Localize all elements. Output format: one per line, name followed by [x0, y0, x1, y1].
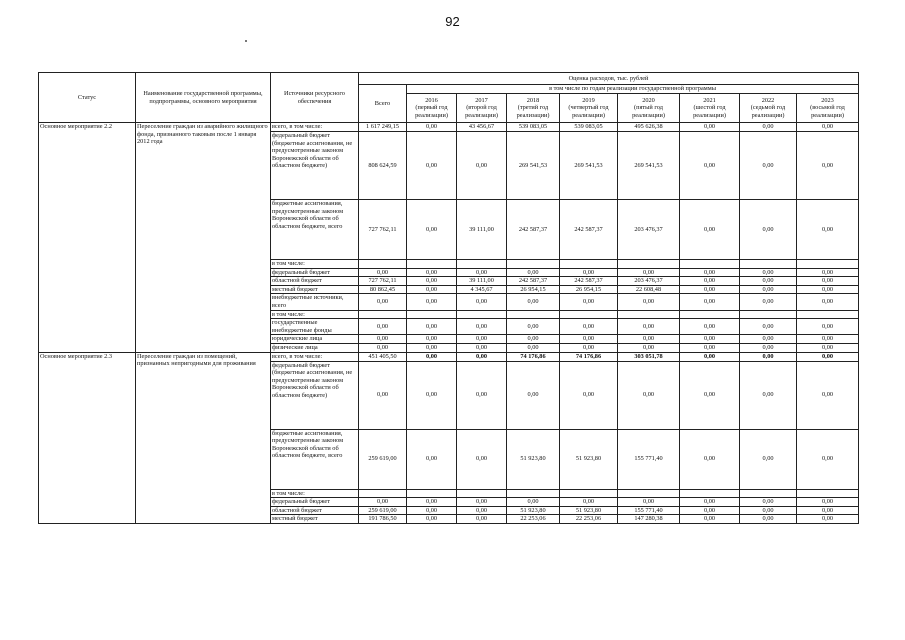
year-value-cell: 0,00 — [618, 294, 680, 310]
year-value-cell: 147 280,38 — [618, 515, 680, 524]
source-cell: физические лица — [271, 343, 359, 352]
year-value-cell: 0,00 — [740, 361, 797, 429]
year-value-cell: 0,00 — [680, 429, 740, 489]
year-value-cell: 0,00 — [797, 361, 859, 429]
total-cell: 0,00 — [359, 294, 407, 310]
year-value-cell — [618, 489, 680, 498]
year-value-cell: 0,00 — [740, 515, 797, 524]
year-value-cell: 74 176,86 — [507, 352, 560, 361]
year-value-cell: 0,00 — [407, 277, 457, 286]
year-value-cell: 0,00 — [560, 319, 618, 335]
year-value-cell — [797, 489, 859, 498]
source-cell: федеральный бюджет (бюджетные ассигнования, не предусмотренные законом Воронежской области об областном бюджете) — [271, 132, 359, 200]
table-row — [39, 123, 859, 132]
year-value-cell: 269 541,53 — [507, 132, 560, 200]
year-value-cell: 0,00 — [680, 123, 740, 132]
year-value-cell — [457, 260, 507, 269]
year-value-cell: 51 923,80 — [560, 506, 618, 515]
source-cell: федеральный бюджет (бюджетные ассигнования, не предусмотренные законом Воронежской области об областном бюджете) — [271, 361, 359, 429]
source-cell: в том числе: — [271, 260, 359, 269]
year-value-cell: 0,00 — [618, 268, 680, 277]
header-status: Статус — [39, 73, 136, 123]
year-value-cell: 0,00 — [560, 294, 618, 310]
year-value-cell: 0,00 — [740, 277, 797, 286]
year-value-cell: 0,00 — [507, 268, 560, 277]
year-value-cell: 0,00 — [560, 498, 618, 507]
total-cell: 0,00 — [359, 335, 407, 344]
year-value-cell: 539 083,05 — [560, 123, 618, 132]
year-value-cell: 0,00 — [680, 285, 740, 294]
year-value-cell — [407, 489, 457, 498]
year-value-cell: 0,00 — [680, 343, 740, 352]
year-value-cell: 0,00 — [740, 294, 797, 310]
header-year-number: 2021 — [703, 96, 716, 104]
source-cell: внебюджетные источники, всего — [271, 294, 359, 310]
year-value-cell: 0,00 — [797, 277, 859, 286]
source-cell: в том числе: — [271, 489, 359, 498]
header-by-years: в том числе по годам реализации государственной программы — [407, 85, 859, 94]
year-value-cell: 0,00 — [407, 132, 457, 200]
year-value-cell — [457, 489, 507, 498]
year-value-cell: 0,00 — [680, 132, 740, 200]
year-value-cell: 51 923,80 — [507, 429, 560, 489]
year-value-cell: 0,00 — [740, 498, 797, 507]
year-value-cell: 0,00 — [407, 319, 457, 335]
header-total: Всего — [359, 85, 407, 123]
year-value-cell: 0,00 — [680, 200, 740, 260]
year-value-cell: 242 587,37 — [507, 200, 560, 260]
year-value-cell: 0,00 — [618, 335, 680, 344]
total-cell: 727 762,11 — [359, 277, 407, 286]
year-value-cell: 0,00 — [407, 506, 457, 515]
year-value-cell: 0,00 — [740, 123, 797, 132]
header-name: Наименование государственной программы, подпрограммы, основного мероприятия — [136, 73, 271, 123]
year-value-cell: 242 587,37 — [560, 200, 618, 260]
year-value-cell — [618, 310, 680, 319]
year-value-cell: 0,00 — [680, 361, 740, 429]
year-value-cell: 51 923,80 — [507, 506, 560, 515]
header-year-label: (первый год реализации) — [415, 104, 448, 119]
year-value-cell: 22 253,06 — [507, 515, 560, 524]
year-value-cell: 0,00 — [457, 361, 507, 429]
year-value-cell: 0,00 — [797, 132, 859, 200]
total-cell — [359, 310, 407, 319]
total-cell: 0,00 — [359, 319, 407, 335]
year-value-cell: 0,00 — [407, 268, 457, 277]
year-value-cell: 0,00 — [680, 268, 740, 277]
total-cell: 259 619,00 — [359, 506, 407, 515]
year-value-cell — [407, 310, 457, 319]
year-value-cell: 0,00 — [797, 515, 859, 524]
year-value-cell: 203 476,37 — [618, 277, 680, 286]
year-value-cell — [680, 489, 740, 498]
header-year — [457, 94, 507, 123]
year-value-cell: 22 608,48 — [618, 285, 680, 294]
year-value-cell: 26 954,15 — [507, 285, 560, 294]
year-value-cell: 0,00 — [507, 294, 560, 310]
year-value-cell: 0,00 — [407, 285, 457, 294]
year-value-cell: 0,00 — [457, 343, 507, 352]
year-value-cell: 0,00 — [457, 132, 507, 200]
source-cell: бюджетные ассигнования, предусмотренные законом Воронежской области об областном бюджете, всего — [271, 200, 359, 260]
total-cell: 451 405,50 — [359, 352, 407, 361]
year-value-cell: 0,00 — [797, 200, 859, 260]
source-cell: местный бюджет — [271, 515, 359, 524]
year-value-cell: 0,00 — [797, 498, 859, 507]
year-value-cell: 0,00 — [680, 515, 740, 524]
header-year-label: (восьмой год реализации) — [810, 104, 845, 119]
year-value-cell: 0,00 — [457, 294, 507, 310]
year-value-cell — [740, 310, 797, 319]
total-cell: 259 619,00 — [359, 429, 407, 489]
year-value-cell: 155 771,40 — [618, 506, 680, 515]
year-value-cell: 43 456,67 — [457, 123, 507, 132]
year-value-cell: 0,00 — [457, 319, 507, 335]
source-cell: областной бюджет — [271, 506, 359, 515]
year-value-cell: 0,00 — [740, 429, 797, 489]
source-cell: федеральный бюджет — [271, 498, 359, 507]
year-value-cell: 0,00 — [507, 498, 560, 507]
table-row — [39, 352, 859, 361]
table-header — [39, 73, 859, 123]
year-value-cell: 0,00 — [457, 335, 507, 344]
year-value-cell: 0,00 — [618, 343, 680, 352]
header-year — [560, 94, 618, 123]
year-value-cell: 495 626,38 — [618, 123, 680, 132]
source-cell: областной бюджет — [271, 277, 359, 286]
year-value-cell — [680, 310, 740, 319]
year-value-cell: 0,00 — [740, 285, 797, 294]
total-cell: 80 862,45 — [359, 285, 407, 294]
header-year-label: (шестой год реализации) — [693, 104, 726, 119]
year-value-cell: 0,00 — [560, 361, 618, 429]
year-value-cell: 0,00 — [457, 515, 507, 524]
year-value-cell: 0,00 — [797, 319, 859, 335]
total-cell: 0,00 — [359, 268, 407, 277]
year-value-cell — [560, 489, 618, 498]
header-year-number: 2019 — [582, 96, 595, 104]
year-value-cell: 242 587,37 — [560, 277, 618, 286]
year-value-cell: 269 541,53 — [560, 132, 618, 200]
header-year — [407, 94, 457, 123]
header-year-label: (второй год реализации) — [465, 104, 498, 119]
year-value-cell: 0,00 — [740, 506, 797, 515]
year-value-cell: 155 771,40 — [618, 429, 680, 489]
year-value-cell: 0,00 — [740, 352, 797, 361]
total-cell: 0,00 — [359, 361, 407, 429]
header-year-label: (четвертый год реализации) — [568, 104, 609, 119]
source-cell: местный бюджет — [271, 285, 359, 294]
year-value-cell: 0,00 — [457, 429, 507, 489]
source-cell: юридические лица — [271, 335, 359, 344]
year-value-cell: 0,00 — [407, 361, 457, 429]
header-year-number: 2023 — [821, 96, 834, 104]
status-cell: Основное мероприятие 2.3 — [39, 352, 136, 523]
header-year-number: 2016 — [425, 96, 438, 104]
year-value-cell: 0,00 — [507, 361, 560, 429]
year-value-cell: 74 176,86 — [560, 352, 618, 361]
activity-name-cell: Переселение граждан из помещений, признанных непригодными для проживания — [136, 352, 271, 523]
header-year-number: 2017 — [475, 96, 488, 104]
source-cell: государственные внебюджетные фонды — [271, 319, 359, 335]
source-cell: федеральный бюджет — [271, 268, 359, 277]
status-cell: Основное мероприятие 2.2 — [39, 123, 136, 353]
year-value-cell: 0,00 — [680, 506, 740, 515]
year-value-cell: 0,00 — [560, 343, 618, 352]
year-value-cell — [457, 310, 507, 319]
scan-speck — [245, 40, 247, 42]
year-value-cell: 0,00 — [560, 268, 618, 277]
year-value-cell: 0,00 — [797, 294, 859, 310]
year-value-cell: 0,00 — [507, 319, 560, 335]
year-value-cell — [740, 489, 797, 498]
year-value-cell: 0,00 — [618, 498, 680, 507]
year-value-cell: 0,00 — [407, 123, 457, 132]
year-value-cell: 0,00 — [797, 352, 859, 361]
year-value-cell — [618, 260, 680, 269]
year-value-cell: 0,00 — [740, 343, 797, 352]
year-value-cell: 0,00 — [407, 200, 457, 260]
year-value-cell: 0,00 — [457, 352, 507, 361]
budget-table — [38, 72, 859, 524]
year-value-cell: 0,00 — [407, 294, 457, 310]
year-value-cell: 0,00 — [457, 506, 507, 515]
header-year — [618, 94, 680, 123]
total-cell: 0,00 — [359, 343, 407, 352]
table-body — [39, 123, 859, 524]
year-value-cell: 539 083,05 — [507, 123, 560, 132]
year-value-cell: 0,00 — [407, 429, 457, 489]
year-value-cell: 0,00 — [618, 361, 680, 429]
page-number: 92 — [445, 14, 460, 29]
header-year — [740, 94, 797, 123]
year-value-cell — [560, 260, 618, 269]
year-value-cell: 0,00 — [797, 123, 859, 132]
year-value-cell: 0,00 — [680, 498, 740, 507]
year-value-cell: 0,00 — [740, 319, 797, 335]
total-cell: 191 786,50 — [359, 515, 407, 524]
year-value-cell — [797, 310, 859, 319]
year-value-cell: 0,00 — [680, 319, 740, 335]
year-value-cell: 4 345,67 — [457, 285, 507, 294]
year-value-cell: 203 476,37 — [618, 200, 680, 260]
header-year-label: (пятый год реализации) — [632, 104, 665, 119]
source-cell: всего, в том числе: — [271, 352, 359, 361]
header-year — [797, 94, 859, 123]
year-value-cell: 0,00 — [740, 335, 797, 344]
year-value-cell: 242 587,37 — [507, 277, 560, 286]
total-cell: 727 762,11 — [359, 200, 407, 260]
header-year-number: 2018 — [526, 96, 540, 104]
year-value-cell: 0,00 — [407, 352, 457, 361]
year-value-cell: 0,00 — [618, 319, 680, 335]
year-value-cell: 0,00 — [797, 285, 859, 294]
year-value-cell — [407, 260, 457, 269]
year-value-cell: 0,00 — [797, 429, 859, 489]
year-value-cell: 0,00 — [680, 335, 740, 344]
year-value-cell: 0,00 — [457, 498, 507, 507]
header-year-number: 2022 — [761, 96, 775, 104]
year-value-cell: 0,00 — [407, 515, 457, 524]
year-value-cell — [507, 260, 560, 269]
year-value-cell: 0,00 — [797, 343, 859, 352]
year-value-cell: 0,00 — [680, 352, 740, 361]
year-value-cell: 303 051,78 — [618, 352, 680, 361]
year-value-cell: 269 541,53 — [618, 132, 680, 200]
header-year — [680, 94, 740, 123]
year-value-cell: 51 923,80 — [560, 429, 618, 489]
year-value-cell — [507, 489, 560, 498]
year-value-cell: 0,00 — [797, 335, 859, 344]
year-value-cell — [680, 260, 740, 269]
year-value-cell: 26 954,15 — [560, 285, 618, 294]
year-value-cell: 0,00 — [740, 132, 797, 200]
total-cell — [359, 489, 407, 498]
year-value-cell: 39 111,00 — [457, 200, 507, 260]
year-value-cell: 0,00 — [797, 268, 859, 277]
year-value-cell: 0,00 — [407, 335, 457, 344]
year-value-cell: 0,00 — [740, 268, 797, 277]
total-cell: 0,00 — [359, 498, 407, 507]
total-cell — [359, 260, 407, 269]
year-value-cell: 0,00 — [507, 343, 560, 352]
year-value-cell: 22 253,06 — [560, 515, 618, 524]
year-value-cell: 0,00 — [407, 343, 457, 352]
year-value-cell: 0,00 — [680, 294, 740, 310]
header-year-label: (седьмой год реализации) — [750, 104, 786, 119]
year-value-cell: 39 111,00 — [457, 277, 507, 286]
header-year-number: 2020 — [642, 96, 655, 104]
year-value-cell: 0,00 — [407, 498, 457, 507]
year-value-cell — [560, 310, 618, 319]
total-cell: 1 617 249,15 — [359, 123, 407, 132]
year-value-cell — [507, 310, 560, 319]
activity-name-cell: Переселение граждан из аварийного жилищного фонда, признанного таковым после 1 января 2012 года — [136, 123, 271, 353]
source-cell: всего, в том числе: — [271, 123, 359, 132]
source-cell: в том числе: — [271, 310, 359, 319]
header-sources: Источники ресурсного обеспечения — [271, 73, 359, 123]
year-value-cell: 0,00 — [457, 268, 507, 277]
year-value-cell: 0,00 — [560, 335, 618, 344]
year-value-cell: 0,00 — [740, 200, 797, 260]
header-estimate: Оценка расходов, тыс. рублей — [359, 73, 859, 85]
year-value-cell — [740, 260, 797, 269]
source-cell: бюджетные ассигнования, предусмотренные законом Воронежской области об областном бюджете, всего — [271, 429, 359, 489]
header-year — [507, 94, 560, 123]
header-year-label: (третий год реализации) — [516, 104, 550, 119]
total-cell: 808 624,59 — [359, 132, 407, 200]
year-value-cell: 0,00 — [680, 277, 740, 286]
year-value-cell: 0,00 — [507, 335, 560, 344]
year-value-cell — [797, 260, 859, 269]
year-value-cell: 0,00 — [797, 506, 859, 515]
